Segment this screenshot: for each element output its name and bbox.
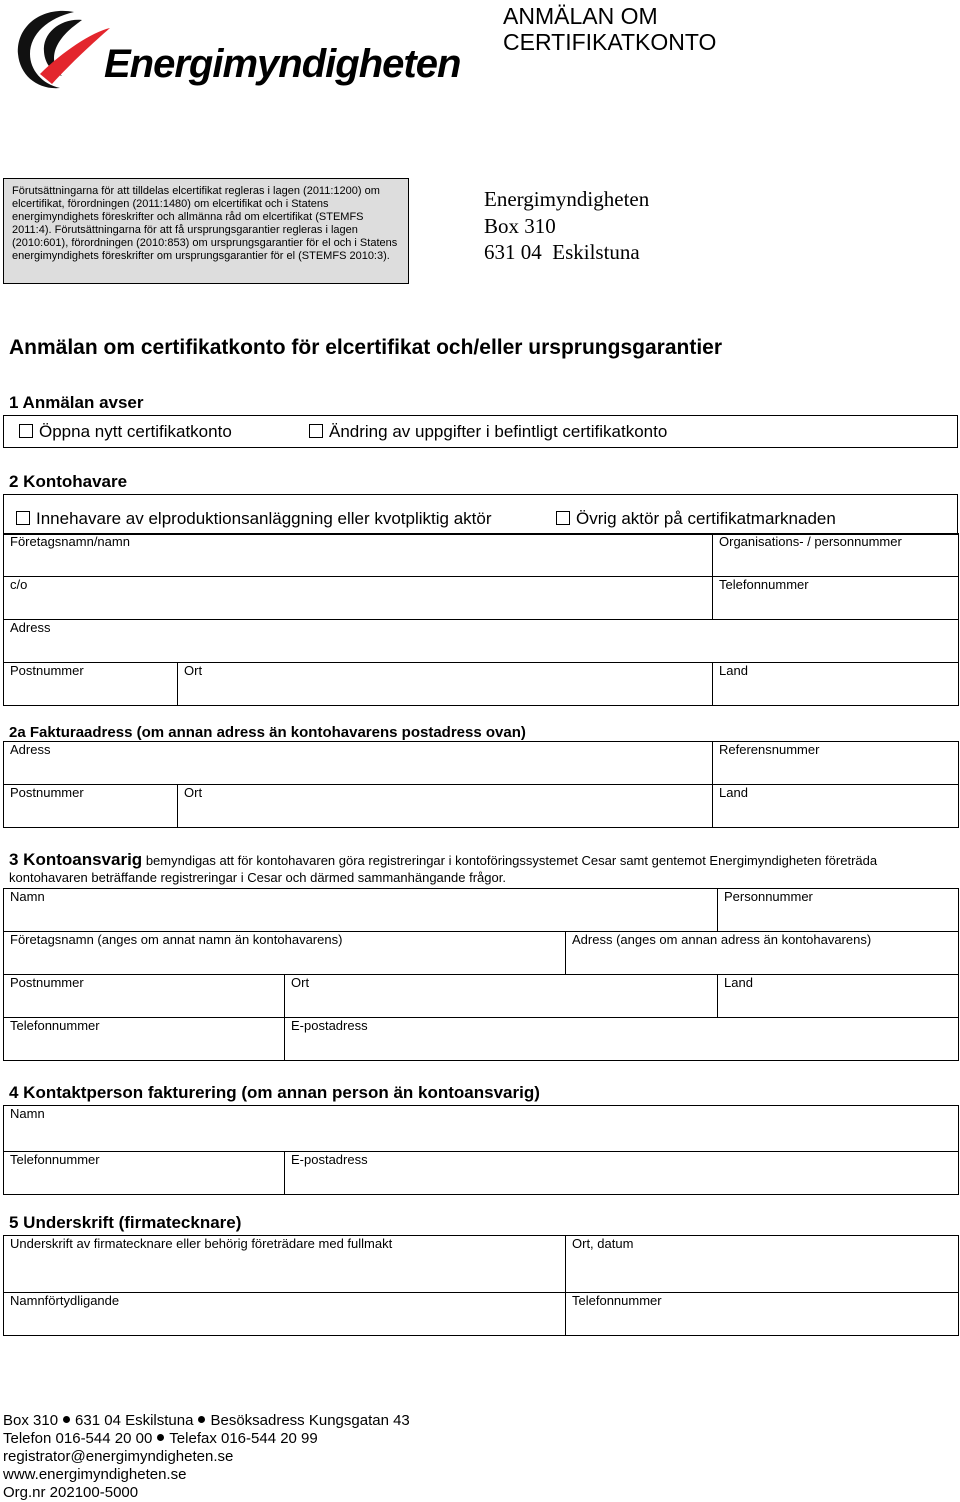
section-2-options — [3, 494, 958, 535]
field-invoice-address[interactable]: Adress — [4, 742, 713, 785]
footer: Box 310 631 04 Eskilstuna Besöksadress Kungsgatan 43 Telefon 016-544 20 00 Telefax 016-544 20 99 registrator@energimyndigheten.se www.energimyndigheten.se Org.nr 202100-5000 — [3, 1412, 410, 1501]
field-phone[interactable]: Telefonnummer — [713, 577, 959, 620]
bullet-icon — [198, 1416, 205, 1423]
option-producer[interactable]: Innehavare av elproduktionsanläggning eller kvotpliktig aktör — [16, 509, 492, 529]
checkbox-icon[interactable] — [556, 511, 570, 525]
section-4-title: 4 Kontaktperson fakturering (om annan person än kontoansvarig) — [9, 1083, 540, 1102]
footer-website[interactable]: www.energimyndigheten.se — [3, 1466, 187, 1483]
field-country[interactable]: Land — [713, 663, 959, 706]
field-responsible-name[interactable]: Namn — [4, 889, 718, 932]
field-invoice-zip[interactable]: Postnummer — [4, 785, 178, 828]
section-2-table — [3, 533, 959, 706]
field-responsible-zip[interactable]: Postnummer — [4, 975, 285, 1018]
section-5-table — [3, 1235, 959, 1336]
section-2a-table — [3, 741, 959, 828]
field-personal-number[interactable]: Personnummer — [718, 889, 959, 932]
logo-text: Energimyndigheten — [104, 42, 461, 86]
section-2a-title: 2a Fakturaadress (om annan adress än kontohavarens postadress ovan) — [9, 724, 526, 741]
option-other-actor[interactable]: Övrig aktör på certifikatmarknaden — [556, 509, 836, 529]
field-invoice-country[interactable]: Land — [713, 785, 959, 828]
recipient-address: Energimyndigheten Box 310 631 04 Eskilstuna — [484, 187, 650, 264]
field-company-name[interactable]: Företagsnamn/namn — [4, 534, 713, 577]
section-1-title: 1 Anmälan avser — [9, 393, 144, 412]
checkbox-icon[interactable] — [309, 424, 323, 438]
logo-mark-icon — [12, 4, 112, 96]
field-co[interactable]: c/o — [4, 577, 713, 620]
section-2-title: 2 Kontohavare — [9, 472, 128, 491]
footer-email[interactable]: registrator@energimyndigheten.se — [3, 1448, 234, 1465]
field-responsible-city[interactable]: Ort — [285, 975, 718, 1018]
field-responsible-address[interactable]: Adress (anges om annan adress än kontohavarens) — [566, 932, 959, 975]
logo — [12, 4, 461, 96]
field-name-clarification[interactable]: Namnförtydligande — [4, 1293, 566, 1336]
field-city[interactable]: Ort — [178, 663, 713, 706]
field-billing-contact-phone[interactable]: Telefonnummer — [4, 1152, 285, 1195]
section-3-table — [3, 888, 959, 1061]
section-1-options — [3, 415, 958, 448]
field-responsible-country[interactable]: Land — [718, 975, 959, 1018]
checkbox-icon[interactable] — [16, 511, 30, 525]
field-signer-phone[interactable]: Telefonnummer — [566, 1293, 959, 1336]
checkbox-icon[interactable] — [19, 424, 33, 438]
field-org-number[interactable]: Organisations- / personnummer — [713, 534, 959, 577]
section-5-title: 5 Underskrift (firmatecknare) — [9, 1213, 242, 1232]
option-change-existing-account[interactable]: Ändring av uppgifter i befintligt certifikatkonto — [309, 422, 667, 442]
section-4-table — [3, 1105, 959, 1195]
field-invoice-city[interactable]: Ort — [178, 785, 713, 828]
document-title: ANMÄLAN OM CERTIFIKATKONTO — [503, 3, 717, 55]
bullet-icon — [157, 1434, 164, 1441]
footer-org-number: Org.nr 202100-5000 — [3, 1484, 139, 1501]
section-3-title: 3 Kontoansvarig — [9, 850, 143, 869]
bullet-icon — [63, 1416, 70, 1423]
field-billing-contact-email[interactable]: E-postadress — [285, 1152, 959, 1195]
field-responsible-email[interactable]: E-postadress — [285, 1018, 959, 1061]
field-signature[interactable]: Underskrift av firmatecknare eller behörig företrädare med fullmakt — [4, 1236, 566, 1293]
field-responsible-company[interactable]: Företagsnamn (anges om annat namn än kontohavarens) — [4, 932, 566, 975]
field-zip[interactable]: Postnummer — [4, 663, 178, 706]
legal-info-box: Förutsättningarna för att tilldelas elcertifikat regleras i lagen (2011:1200) om elcertifikat, förordningen (2011:1480) om elcertifikat och i Statens energimyndighets föreskrifter och allmänna råd om elcertifikat (STEMFS 2011:4). Förutsättningarna för att få ursprungsgarantier regleras i lagen (2010:601), förordningen (2010:853) om ursprungsgarantier för el och i Statens energimyndighets föreskrifter om ursprungsgarantier för el (STEMFS 2010:3). — [3, 178, 409, 284]
field-place-date[interactable]: Ort, datum — [566, 1236, 959, 1293]
field-address[interactable]: Adress — [4, 620, 959, 663]
field-billing-contact-name[interactable]: Namn — [4, 1106, 959, 1152]
field-responsible-phone[interactable]: Telefonnummer — [4, 1018, 285, 1061]
option-open-new-account[interactable]: Öppna nytt certifikatkonto — [19, 422, 232, 442]
section-3-header: 3 Kontoansvarig bemyndigas att för kontohavaren göra registreringar i kontoföringssystemet Cesar samt gentemot Energimyndigheten företräda kontohavaren beträffande registreringar i Cesar och därmed sammanhängande frågor. — [9, 850, 878, 885]
form-title: Anmälan om certifikatkonto för elcertifikat och/eller ursprungsgarantier — [9, 336, 723, 359]
field-reference-number[interactable]: Referensnummer — [713, 742, 959, 785]
